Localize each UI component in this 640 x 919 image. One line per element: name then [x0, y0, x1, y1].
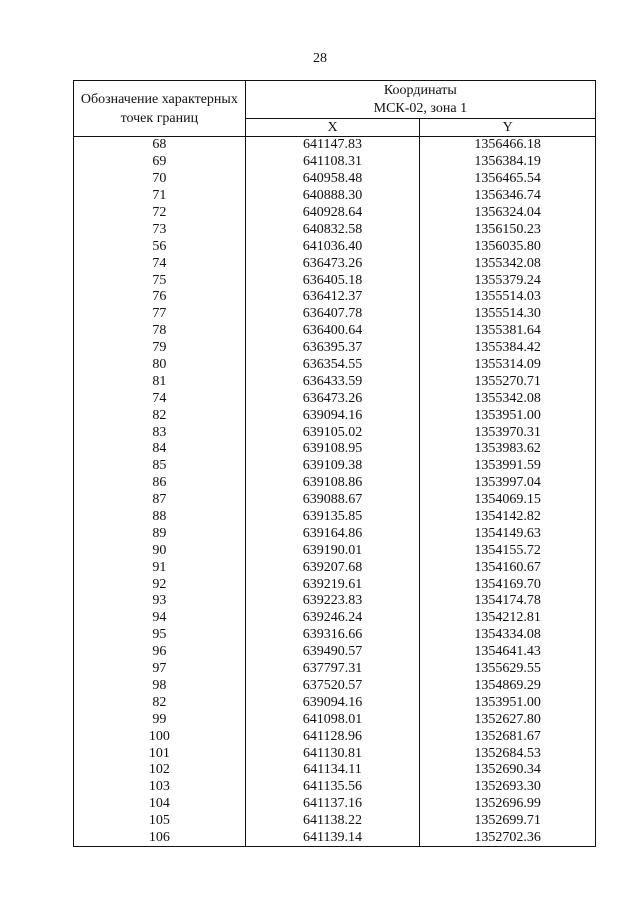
x-coordinate-cell: 636473.26	[245, 255, 420, 272]
x-coordinate-cell: 639219.61	[245, 576, 420, 593]
x-coordinate-cell: 639246.24	[245, 610, 420, 627]
point-number-cell: 89	[74, 525, 246, 542]
y-coordinate-cell: 1356465.54	[420, 171, 596, 188]
table-row	[74, 424, 596, 441]
x-coordinate-cell: 639490.57	[245, 644, 420, 661]
point-number-cell: 100	[74, 728, 246, 745]
table-row	[74, 678, 596, 695]
y-coordinate-cell: 1355342.08	[420, 255, 596, 272]
point-number-cell: 103	[74, 779, 246, 796]
table-row	[74, 492, 596, 509]
point-number-cell: 79	[74, 340, 246, 357]
x-coordinate-cell: 639094.16	[245, 407, 420, 424]
y-coordinate-cell: 1353991.59	[420, 458, 596, 475]
point-number-cell: 80	[74, 357, 246, 374]
x-coordinate-cell: 636405.18	[245, 272, 420, 289]
table-header	[74, 81, 596, 137]
y-coordinate-cell: 1353997.04	[420, 475, 596, 492]
y-coordinate-cell: 1355629.55	[420, 661, 596, 678]
point-number-cell: 86	[74, 475, 246, 492]
x-coordinate-cell: 641108.31	[245, 154, 420, 171]
point-number-cell: 98	[74, 678, 246, 695]
table-row	[74, 525, 596, 542]
x-coordinate-cell: 636412.37	[245, 289, 420, 306]
table-row	[74, 796, 596, 813]
table-row	[74, 289, 596, 306]
coordinates-table	[73, 80, 596, 847]
x-coordinate-cell: 636433.59	[245, 373, 420, 390]
table-row	[74, 238, 596, 255]
x-coordinate-cell: 639109.38	[245, 458, 420, 475]
y-coordinate-cell: 1355384.42	[420, 340, 596, 357]
y-coordinate-cell: 1353970.31	[420, 424, 596, 441]
point-number-cell: 70	[74, 171, 246, 188]
table-row	[74, 830, 596, 847]
y-column-header: Y	[420, 119, 596, 137]
y-coordinate-cell: 1355314.09	[420, 357, 596, 374]
point-number-cell: 72	[74, 205, 246, 222]
point-number-cell: 106	[74, 830, 246, 847]
table-row	[74, 373, 596, 390]
table-row	[74, 593, 596, 610]
table-row	[74, 576, 596, 593]
x-coordinate-cell: 639223.83	[245, 593, 420, 610]
y-coordinate-cell: 1355514.03	[420, 289, 596, 306]
x-coordinate-cell: 641128.96	[245, 728, 420, 745]
x-coordinate-cell: 636407.78	[245, 306, 420, 323]
table-row	[74, 205, 596, 222]
table-row	[74, 509, 596, 526]
y-coordinate-cell: 1356384.19	[420, 154, 596, 171]
x-coordinate-cell: 639207.68	[245, 559, 420, 576]
table-row	[74, 407, 596, 424]
y-coordinate-cell: 1352699.71	[420, 813, 596, 830]
x-coordinate-cell: 639105.02	[245, 424, 420, 441]
y-coordinate-cell: 1354149.63	[420, 525, 596, 542]
x-coordinate-cell: 636400.64	[245, 323, 420, 340]
y-coordinate-cell: 1354169.70	[420, 576, 596, 593]
x-coordinate-cell: 639316.66	[245, 627, 420, 644]
table-row	[74, 188, 596, 205]
y-coordinate-cell: 1356035.80	[420, 238, 596, 255]
y-coordinate-cell: 1354155.72	[420, 542, 596, 559]
y-coordinate-cell: 1355514.30	[420, 306, 596, 323]
point-number-cell: 97	[74, 661, 246, 678]
x-coordinate-cell: 639190.01	[245, 542, 420, 559]
x-coordinate-cell: 639108.86	[245, 475, 420, 492]
x-coordinate-cell: 641130.81	[245, 745, 420, 762]
coordinate-system-label: МСК-02, зона 1	[373, 100, 468, 116]
table-row	[74, 542, 596, 559]
x-column-header: X	[245, 119, 420, 137]
point-number-cell: 75	[74, 272, 246, 289]
y-coordinate-cell: 1352681.67	[420, 728, 596, 745]
table-row	[74, 711, 596, 728]
table-row	[74, 694, 596, 711]
point-number-cell: 78	[74, 323, 246, 340]
table-row	[74, 390, 596, 407]
y-coordinate-cell: 1354174.78	[420, 593, 596, 610]
x-coordinate-cell: 639094.16	[245, 694, 420, 711]
y-coordinate-cell: 1352690.34	[420, 762, 596, 779]
y-coordinate-cell: 1354641.43	[420, 644, 596, 661]
y-coordinate-cell: 1356466.18	[420, 137, 596, 154]
y-coordinate-cell: 1355270.71	[420, 373, 596, 390]
y-coordinate-cell: 1355342.08	[420, 390, 596, 407]
x-coordinate-cell: 640888.30	[245, 188, 420, 205]
y-coordinate-cell: 1353951.00	[420, 407, 596, 424]
x-coordinate-cell: 636354.55	[245, 357, 420, 374]
point-number-cell: 81	[74, 373, 246, 390]
table-row	[74, 475, 596, 492]
x-coordinate-cell: 641134.11	[245, 762, 420, 779]
x-coordinate-cell: 641139.14	[245, 830, 420, 847]
x-coordinate-cell: 641138.22	[245, 813, 420, 830]
point-number-cell: 95	[74, 627, 246, 644]
point-number-cell: 94	[74, 610, 246, 627]
point-number-cell: 91	[74, 559, 246, 576]
x-coordinate-cell: 639088.67	[245, 492, 420, 509]
point-number-cell: 99	[74, 711, 246, 728]
table-row	[74, 171, 596, 188]
point-number-cell: 83	[74, 424, 246, 441]
y-coordinate-cell: 1354334.08	[420, 627, 596, 644]
point-designation-header: Обозначение характерных точек границ	[74, 81, 246, 137]
x-coordinate-cell: 640928.64	[245, 205, 420, 222]
y-coordinate-cell: 1352684.53	[420, 745, 596, 762]
table-row	[74, 627, 596, 644]
y-coordinate-cell: 1352696.99	[420, 796, 596, 813]
y-coordinate-cell: 1354160.67	[420, 559, 596, 576]
x-coordinate-cell: 639164.86	[245, 525, 420, 542]
x-coordinate-cell: 637797.31	[245, 661, 420, 678]
y-coordinate-cell: 1353983.62	[420, 441, 596, 458]
table-row	[74, 745, 596, 762]
y-coordinate-cell: 1353951.00	[420, 694, 596, 711]
point-number-cell: 73	[74, 221, 246, 238]
coordinates-header	[245, 81, 595, 119]
point-number-cell: 77	[74, 306, 246, 323]
x-coordinate-cell: 636395.37	[245, 340, 420, 357]
y-coordinate-cell: 1352702.36	[420, 830, 596, 847]
point-number-cell: 82	[74, 694, 246, 711]
table-row	[74, 323, 596, 340]
point-number-cell: 82	[74, 407, 246, 424]
table-row	[74, 458, 596, 475]
table-row	[74, 340, 596, 357]
table-row	[74, 779, 596, 796]
x-coordinate-cell: 641098.01	[245, 711, 420, 728]
y-coordinate-cell: 1356346.74	[420, 188, 596, 205]
table-row	[74, 728, 596, 745]
table-row	[74, 644, 596, 661]
x-coordinate-cell: 641147.83	[245, 137, 420, 154]
table-body	[74, 137, 596, 847]
y-coordinate-cell: 1354142.82	[420, 509, 596, 526]
point-number-cell: 87	[74, 492, 246, 509]
table-row	[74, 610, 596, 627]
y-coordinate-cell: 1355381.64	[420, 323, 596, 340]
point-number-cell: 102	[74, 762, 246, 779]
x-coordinate-cell: 639135.85	[245, 509, 420, 526]
point-number-cell: 105	[74, 813, 246, 830]
table-row	[74, 762, 596, 779]
x-coordinate-cell: 640832.58	[245, 221, 420, 238]
point-number-cell: 68	[74, 137, 246, 154]
table-row	[74, 661, 596, 678]
point-number-cell: 69	[74, 154, 246, 171]
x-coordinate-cell: 640958.48	[245, 171, 420, 188]
point-number-cell: 56	[74, 238, 246, 255]
table-row	[74, 441, 596, 458]
table-row	[74, 255, 596, 272]
table-row	[74, 221, 596, 238]
y-coordinate-cell: 1354212.81	[420, 610, 596, 627]
point-number-cell: 90	[74, 542, 246, 559]
y-coordinate-cell: 1356150.23	[420, 221, 596, 238]
table-row	[74, 357, 596, 374]
point-number-cell: 76	[74, 289, 246, 306]
y-coordinate-cell: 1354069.15	[420, 492, 596, 509]
point-number-cell: 93	[74, 593, 246, 610]
point-number-cell: 88	[74, 509, 246, 526]
table-row	[74, 813, 596, 830]
point-number-cell: 104	[74, 796, 246, 813]
table-row	[74, 137, 596, 154]
x-coordinate-cell: 639108.95	[245, 441, 420, 458]
y-coordinate-cell: 1356324.04	[420, 205, 596, 222]
table-row	[74, 306, 596, 323]
point-number-cell: 74	[74, 255, 246, 272]
x-coordinate-cell: 641137.16	[245, 796, 420, 813]
coordinates-header-title: Координаты	[383, 82, 457, 98]
x-coordinate-cell: 641135.56	[245, 779, 420, 796]
page-number: 28	[313, 51, 327, 66]
y-coordinate-cell: 1355379.24	[420, 272, 596, 289]
y-coordinate-cell: 1352627.80	[420, 711, 596, 728]
point-number-cell: 101	[74, 745, 246, 762]
point-number-cell: 84	[74, 441, 246, 458]
table-row	[74, 154, 596, 171]
x-coordinate-cell: 636473.26	[245, 390, 420, 407]
y-coordinate-cell: 1354869.29	[420, 678, 596, 695]
point-number-cell: 85	[74, 458, 246, 475]
table-row	[74, 559, 596, 576]
x-coordinate-cell: 637520.57	[245, 678, 420, 695]
point-number-cell: 74	[74, 390, 246, 407]
point-number-cell: 71	[74, 188, 246, 205]
x-coordinate-cell: 641036.40	[245, 238, 420, 255]
point-number-cell: 92	[74, 576, 246, 593]
y-coordinate-cell: 1352693.30	[420, 779, 596, 796]
point-number-cell: 96	[74, 644, 246, 661]
table-row	[74, 272, 596, 289]
